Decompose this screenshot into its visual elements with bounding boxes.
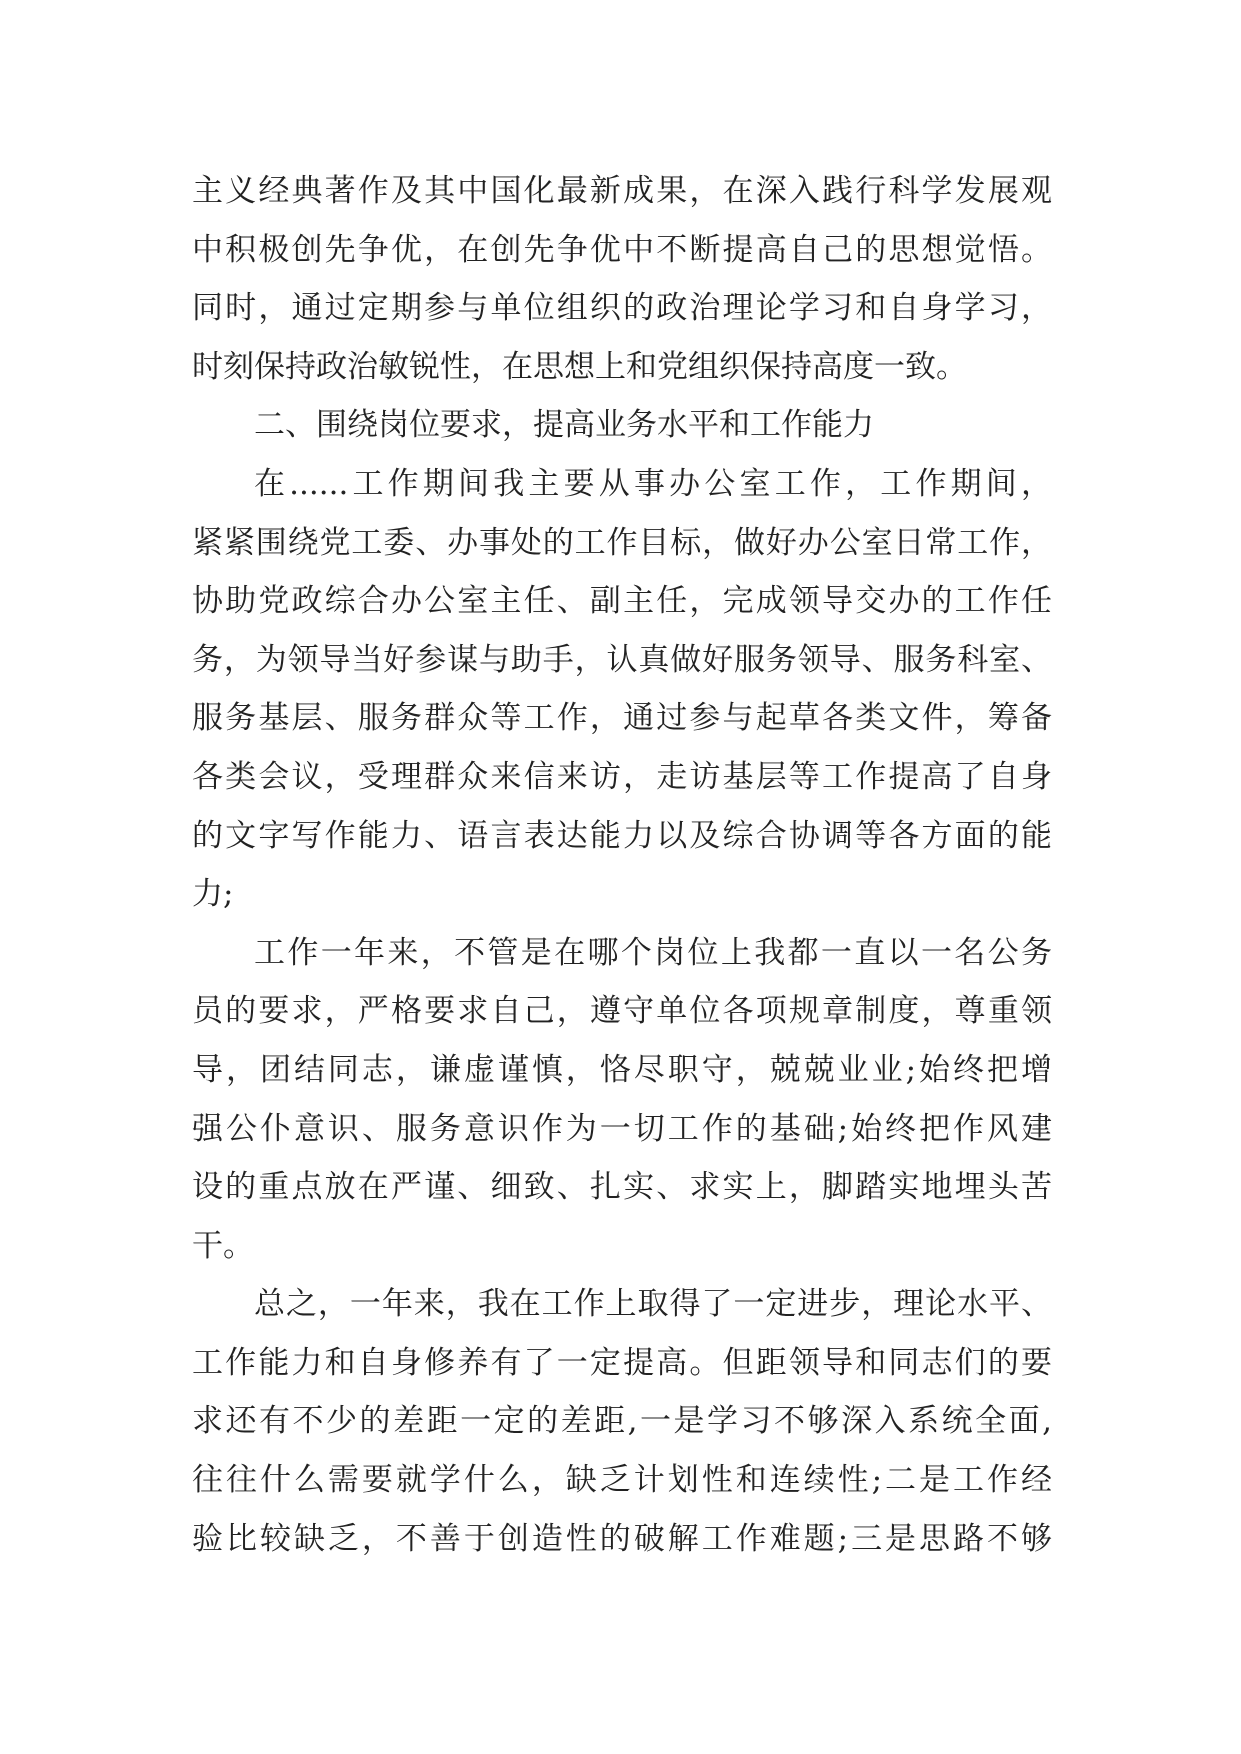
text-line [192,572,1052,631]
text-line [192,1334,1052,1393]
text-line [192,631,1052,690]
document-body [192,162,1052,1568]
text-line [192,1451,1052,1510]
text-line [192,1041,1052,1100]
text-line-content: 工作能力和自身修养有了一定提高。但距领导和同志们的要 [192,1344,1052,1381]
text-line [192,924,1052,983]
text-line [192,865,1052,924]
text-line [192,1217,1052,1276]
text-line [192,455,1052,514]
text-line-content: 时刻保持政治敏锐性，在思想上和党组织保持高度一致。 [192,348,967,385]
text-line-content: 导，团结同志，谦虚谨慎，恪尽职守，兢兢业业;始终把增 [192,1051,1052,1088]
text-line [192,221,1052,280]
text-line-content: 力; [192,876,234,913]
text-line-content: 在......工作期间我主要从事办公室工作，工作期间， [254,465,1052,502]
text-line-content: 求还有不少的差距一定的差距,一是学习不够深入系统全面, [192,1403,1052,1440]
text-line-content: 协助党政综合办公室主任、副主任，完成领导交办的工作任 [192,583,1052,620]
text-line [192,1275,1052,1334]
text-line [192,1510,1052,1569]
text-line-content: 主义经典著作及其中国化最新成果，在深入践行科学发展观 [192,173,1052,209]
text-line [192,982,1052,1041]
text-line-content: 干。 [192,1227,254,1264]
text-line [192,396,1052,455]
text-line-content: 强公仆意识、服务意识作为一切工作的基础;始终把作风建 [192,1110,1052,1147]
text-line-content: 各类会议，受理群众来信来访，走访基层等工作提高了自身 [192,758,1052,795]
text-line [192,807,1052,866]
text-line-content: 的文字写作能力、语言表达能力以及综合协调等各方面的能 [192,817,1052,854]
text-line-content: 同时，通过定期参与单位组织的政治理论学习和自身学习， [192,290,1052,327]
text-line-content: 设的重点放在严谨、细致、扎实、求实上，脚踏实地埋头苦 [192,1169,1052,1206]
text-line [192,748,1052,807]
text-line-content: 工作一年来，不管是在哪个岗位上我都一直以一名公务 [254,934,1052,971]
text-line [192,689,1052,748]
text-line [192,514,1052,573]
text-line-content: 服务基层、服务群众等工作，通过参与起草各类文件，筹备 [192,700,1052,737]
text-line-content: 务，为领导当好参谋与助手，认真做好服务领导、服务科室、 [192,641,1052,678]
text-line-content: 往往什么需要就学什么，缺乏计划性和连续性;二是工作经 [192,1462,1052,1499]
text-line [192,162,1052,221]
text-line-content: 紧紧围绕党工委、办事处的工作目标，做好办公室日常工作， [192,524,1052,561]
text-line [192,1392,1052,1451]
text-line-content: 中积极创先争优，在创先争优中不断提高自己的思想觉悟。 [192,231,1052,268]
text-line-content: 验比较缺乏，不善于创造性的破解工作难题;三是思路不够 [192,1520,1052,1557]
text-line-content: 二、围绕岗位要求，提高业务水平和工作能力 [254,407,874,444]
text-line-content: 员的要求，严格要求自己，遵守单位各项规章制度，尊重领 [192,993,1052,1030]
text-line [192,1100,1052,1159]
text-line [192,338,1052,397]
text-line [192,1158,1052,1217]
text-line-content: 总之，一年来，我在工作上取得了一定进步，理论水平、 [254,1286,1052,1323]
text-line [192,279,1052,338]
